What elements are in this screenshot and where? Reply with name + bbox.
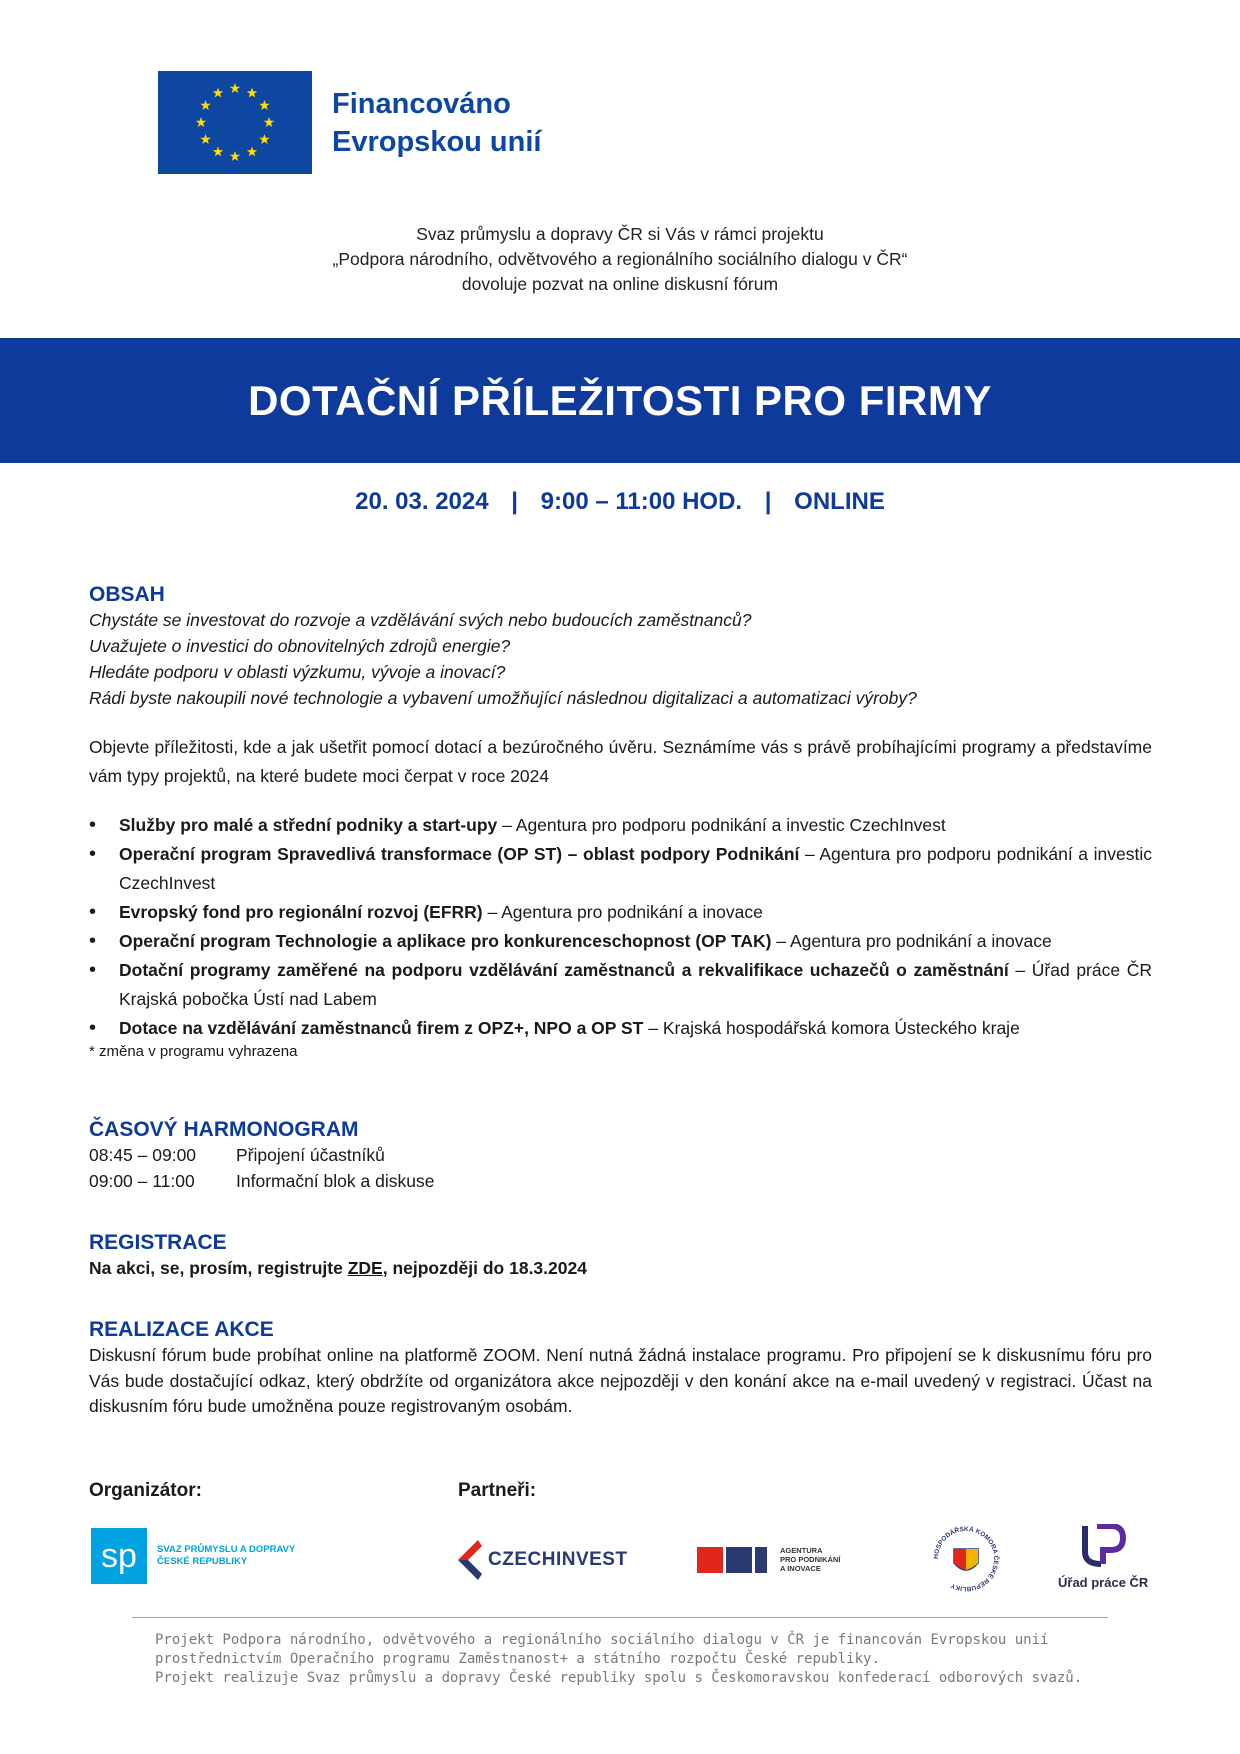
program-name: Služby pro malé a střední podniky a start-upy bbox=[119, 815, 498, 835]
event-time: 9:00 – 11:00 HOD. bbox=[540, 488, 743, 515]
schedule-row bbox=[89, 1168, 1152, 1194]
realization-section bbox=[89, 1318, 1152, 1420]
partners-label: Partneři: bbox=[458, 1480, 537, 1501]
eu-funding-logo bbox=[158, 71, 541, 174]
program-provider: – Agentura pro podnikání a inovace bbox=[771, 931, 1052, 951]
eu-star-icon bbox=[259, 134, 269, 144]
chamber-seal-icon bbox=[930, 1523, 1002, 1595]
schedule-time: 09:00 – 11:00 bbox=[89, 1171, 195, 1191]
schedule-label: Informační blok a diskuse bbox=[236, 1171, 435, 1191]
eu-star-icon bbox=[264, 117, 274, 127]
footer-line1: Projekt Podpora národního, odvětvového a regionálního sociálního dialogu v ČR je financován Evropskou unií bbox=[155, 1632, 1049, 1648]
urad-prace-mark-icon bbox=[1079, 1524, 1127, 1568]
czechinvest-logo bbox=[458, 1540, 628, 1580]
intro-line3: dovoluje pozvat na online diskusní fórum bbox=[461, 274, 779, 294]
intro-line2: „Podpora národního, odvětvového a regionálního sociálního dialogu v ČR“ bbox=[332, 249, 908, 269]
program-name: Operační program Spravedlivá transformace (OP ST) – oblast podpory Podnikání bbox=[119, 844, 800, 864]
sp-mark: sp bbox=[91, 1528, 147, 1584]
question: Uvažujete o investici do obnovitelných zdrojů energie? bbox=[89, 636, 511, 656]
sp-logo-line2: ČESKÉ REPUBLIKY bbox=[157, 1556, 248, 1567]
program-item bbox=[89, 1014, 1152, 1043]
hospodarska-komora-logo bbox=[930, 1523, 1002, 1595]
registration-link[interactable]: ZDE bbox=[347, 1258, 383, 1278]
schedule-row bbox=[89, 1142, 1152, 1168]
eu-star-icon bbox=[213, 146, 223, 156]
eu-star-icon bbox=[259, 100, 269, 110]
footer-divider bbox=[132, 1617, 1108, 1618]
section-title-registrace: REGISTRACE bbox=[89, 1231, 227, 1254]
program-provider: – Agentura pro podporu podnikání a investic CzechInvest bbox=[119, 844, 1152, 893]
event-title: DOTAČNÍ PŘÍLEŽITOSTI PRO FIRMY bbox=[248, 376, 992, 424]
program-list bbox=[89, 811, 1152, 1043]
eu-logo-line1: Financováno bbox=[332, 87, 511, 120]
program-item bbox=[89, 956, 1152, 1014]
event-date: 20. 03. 2024 bbox=[355, 488, 489, 515]
eu-star-icon bbox=[247, 146, 257, 156]
registration-section bbox=[89, 1231, 1152, 1279]
section-title-harmonogram: ČASOVÝ HARMONOGRAM bbox=[89, 1118, 359, 1141]
section-title-realizace: REALIZACE AKCE bbox=[89, 1318, 274, 1341]
sp-cr-logo bbox=[91, 1528, 295, 1584]
separator: | bbox=[764, 488, 772, 515]
question: Hledáte podporu v oblasti výzkumu, vývoje a inovací? bbox=[89, 662, 506, 682]
urad-prace-logo bbox=[1058, 1524, 1148, 1590]
program-item bbox=[89, 927, 1152, 956]
title-banner bbox=[0, 338, 1240, 463]
registration-text bbox=[89, 1258, 1152, 1279]
section-title-obsah: OBSAH bbox=[89, 583, 165, 606]
eu-star-icon bbox=[230, 83, 240, 93]
api-line2: PRO PODNIKÁNÍ bbox=[780, 1555, 841, 1564]
program-name: Evropský fond pro regionální rozvoj (EFRR) bbox=[119, 902, 483, 922]
question: Rádi byste nakoupili nové technologie a vybavení umožňující následnou digitalizaci a automatizaci výroby? bbox=[89, 688, 917, 708]
registration-before: Na akci, se, prosím, registrujte bbox=[89, 1258, 348, 1278]
content-section bbox=[89, 583, 1152, 1060]
eu-star-icon bbox=[200, 100, 210, 110]
program-name: Operační program Technologie a aplikace pro konkurenceschopnost (OP TAK) bbox=[119, 931, 772, 951]
api-mark-icon bbox=[697, 1547, 770, 1573]
schedule-time: 08:45 – 09:00 bbox=[89, 1145, 197, 1165]
eu-star-icon bbox=[196, 117, 206, 127]
schedule-label: Připojení účastníků bbox=[236, 1145, 385, 1165]
czechinvest-mark-icon bbox=[458, 1540, 482, 1580]
eu-star-icon bbox=[213, 88, 223, 98]
intro-paragraph: Objevte příležitosti, kde a jak ušetřit pomocí dotací a bezúročného úvěru. Seznámíme vás s právě probíhajícími programy a představíme vám typy projektů, na které budete moci čerpat v roce 2024 bbox=[89, 737, 1152, 786]
program-item bbox=[89, 898, 1152, 927]
svg-text:HOSPODÁŘSKÁ KOMORA ČESKÉ REPUB: HOSPODÁŘSKÁ KOMORA ČESKÉ REPUBLIKY bbox=[932, 1525, 1000, 1593]
program-item bbox=[89, 811, 1152, 840]
urad-prace-text: Úřad práce ČR bbox=[1058, 1575, 1149, 1590]
event-info bbox=[0, 488, 1240, 516]
invitation-intro bbox=[0, 222, 1240, 297]
program-name: Dotační programy zaměřené na podporu vzdělávání zaměstnanců a rekvalifikace uchazečů o zaměstnání bbox=[119, 960, 1009, 980]
program-provider: – Krajská hospodářská komora Ústeckého kraje bbox=[643, 1018, 1020, 1038]
program-provider: – Úřad práce ČR Krajská pobočka Ústí nad Labem bbox=[119, 960, 1152, 1009]
question: Chystáte se investovat do rozvoje a vzdělávání svých nebo budoucích zaměstnanců? bbox=[89, 610, 752, 630]
eu-logo-text bbox=[332, 85, 541, 161]
organizer-label: Organizátor: bbox=[89, 1480, 202, 1501]
eu-star-icon bbox=[230, 151, 240, 161]
api-line1: AGENTURA bbox=[780, 1546, 823, 1555]
footer-line2: prostřednictvím Operačního programu Zaměstnanost+ a státního rozpočtu České republiky. bbox=[155, 1651, 880, 1667]
event-mode: ONLINE bbox=[794, 488, 885, 515]
question-list bbox=[89, 607, 1152, 711]
program-name: Dotace na vzdělávání zaměstnanců firem z OPZ+, NPO a OP ST bbox=[119, 1018, 644, 1038]
footer-line3: Projekt realizuje Svaz průmyslu a dopravy České republiky spolu s Českomoravskou konfederací odborových svazů. bbox=[155, 1670, 1083, 1686]
api-logo bbox=[697, 1546, 840, 1573]
separator: | bbox=[511, 488, 518, 515]
program-provider: – Agentura pro podnikání a inovace bbox=[482, 902, 763, 922]
eu-logo-line2: Evropskou unií bbox=[332, 125, 542, 158]
program-note: * změna v programu vyhrazena bbox=[89, 1043, 298, 1060]
footer-note bbox=[155, 1631, 1082, 1688]
registration-after: , nejpozději do 18.3.2024 bbox=[382, 1258, 587, 1278]
intro-line1: Svaz průmyslu a dopravy ČR si Vás v rámci projektu bbox=[416, 224, 824, 244]
program-provider: – Agentura pro podporu podnikání a investic CzechInvest bbox=[497, 815, 946, 835]
eu-star-icon bbox=[247, 88, 257, 98]
eu-star-icon bbox=[200, 134, 210, 144]
api-line3: A INOVACE bbox=[780, 1564, 821, 1573]
program-item bbox=[89, 840, 1152, 898]
sp-logo-line1: SVAZ PRŮMYSLU A DOPRAVY bbox=[157, 1544, 296, 1555]
eu-flag-icon bbox=[158, 71, 312, 174]
czechinvest-text: CZECHINVEST bbox=[488, 1549, 628, 1570]
realization-text: Diskusní fórum bude probíhat online na platformě ZOOM. Není nutná žádná instalace programu. Pro připojení se k diskusnímu fóru pro Vás bude dostačující odkaz, který obdržíte od organizátora akce nejpozději v den konání akce na e-mail uvedený v registraci. Účast na diskusním fóru bude umožněna pouze registrovaným osobám. bbox=[89, 1345, 1152, 1416]
schedule-section bbox=[89, 1118, 1152, 1194]
